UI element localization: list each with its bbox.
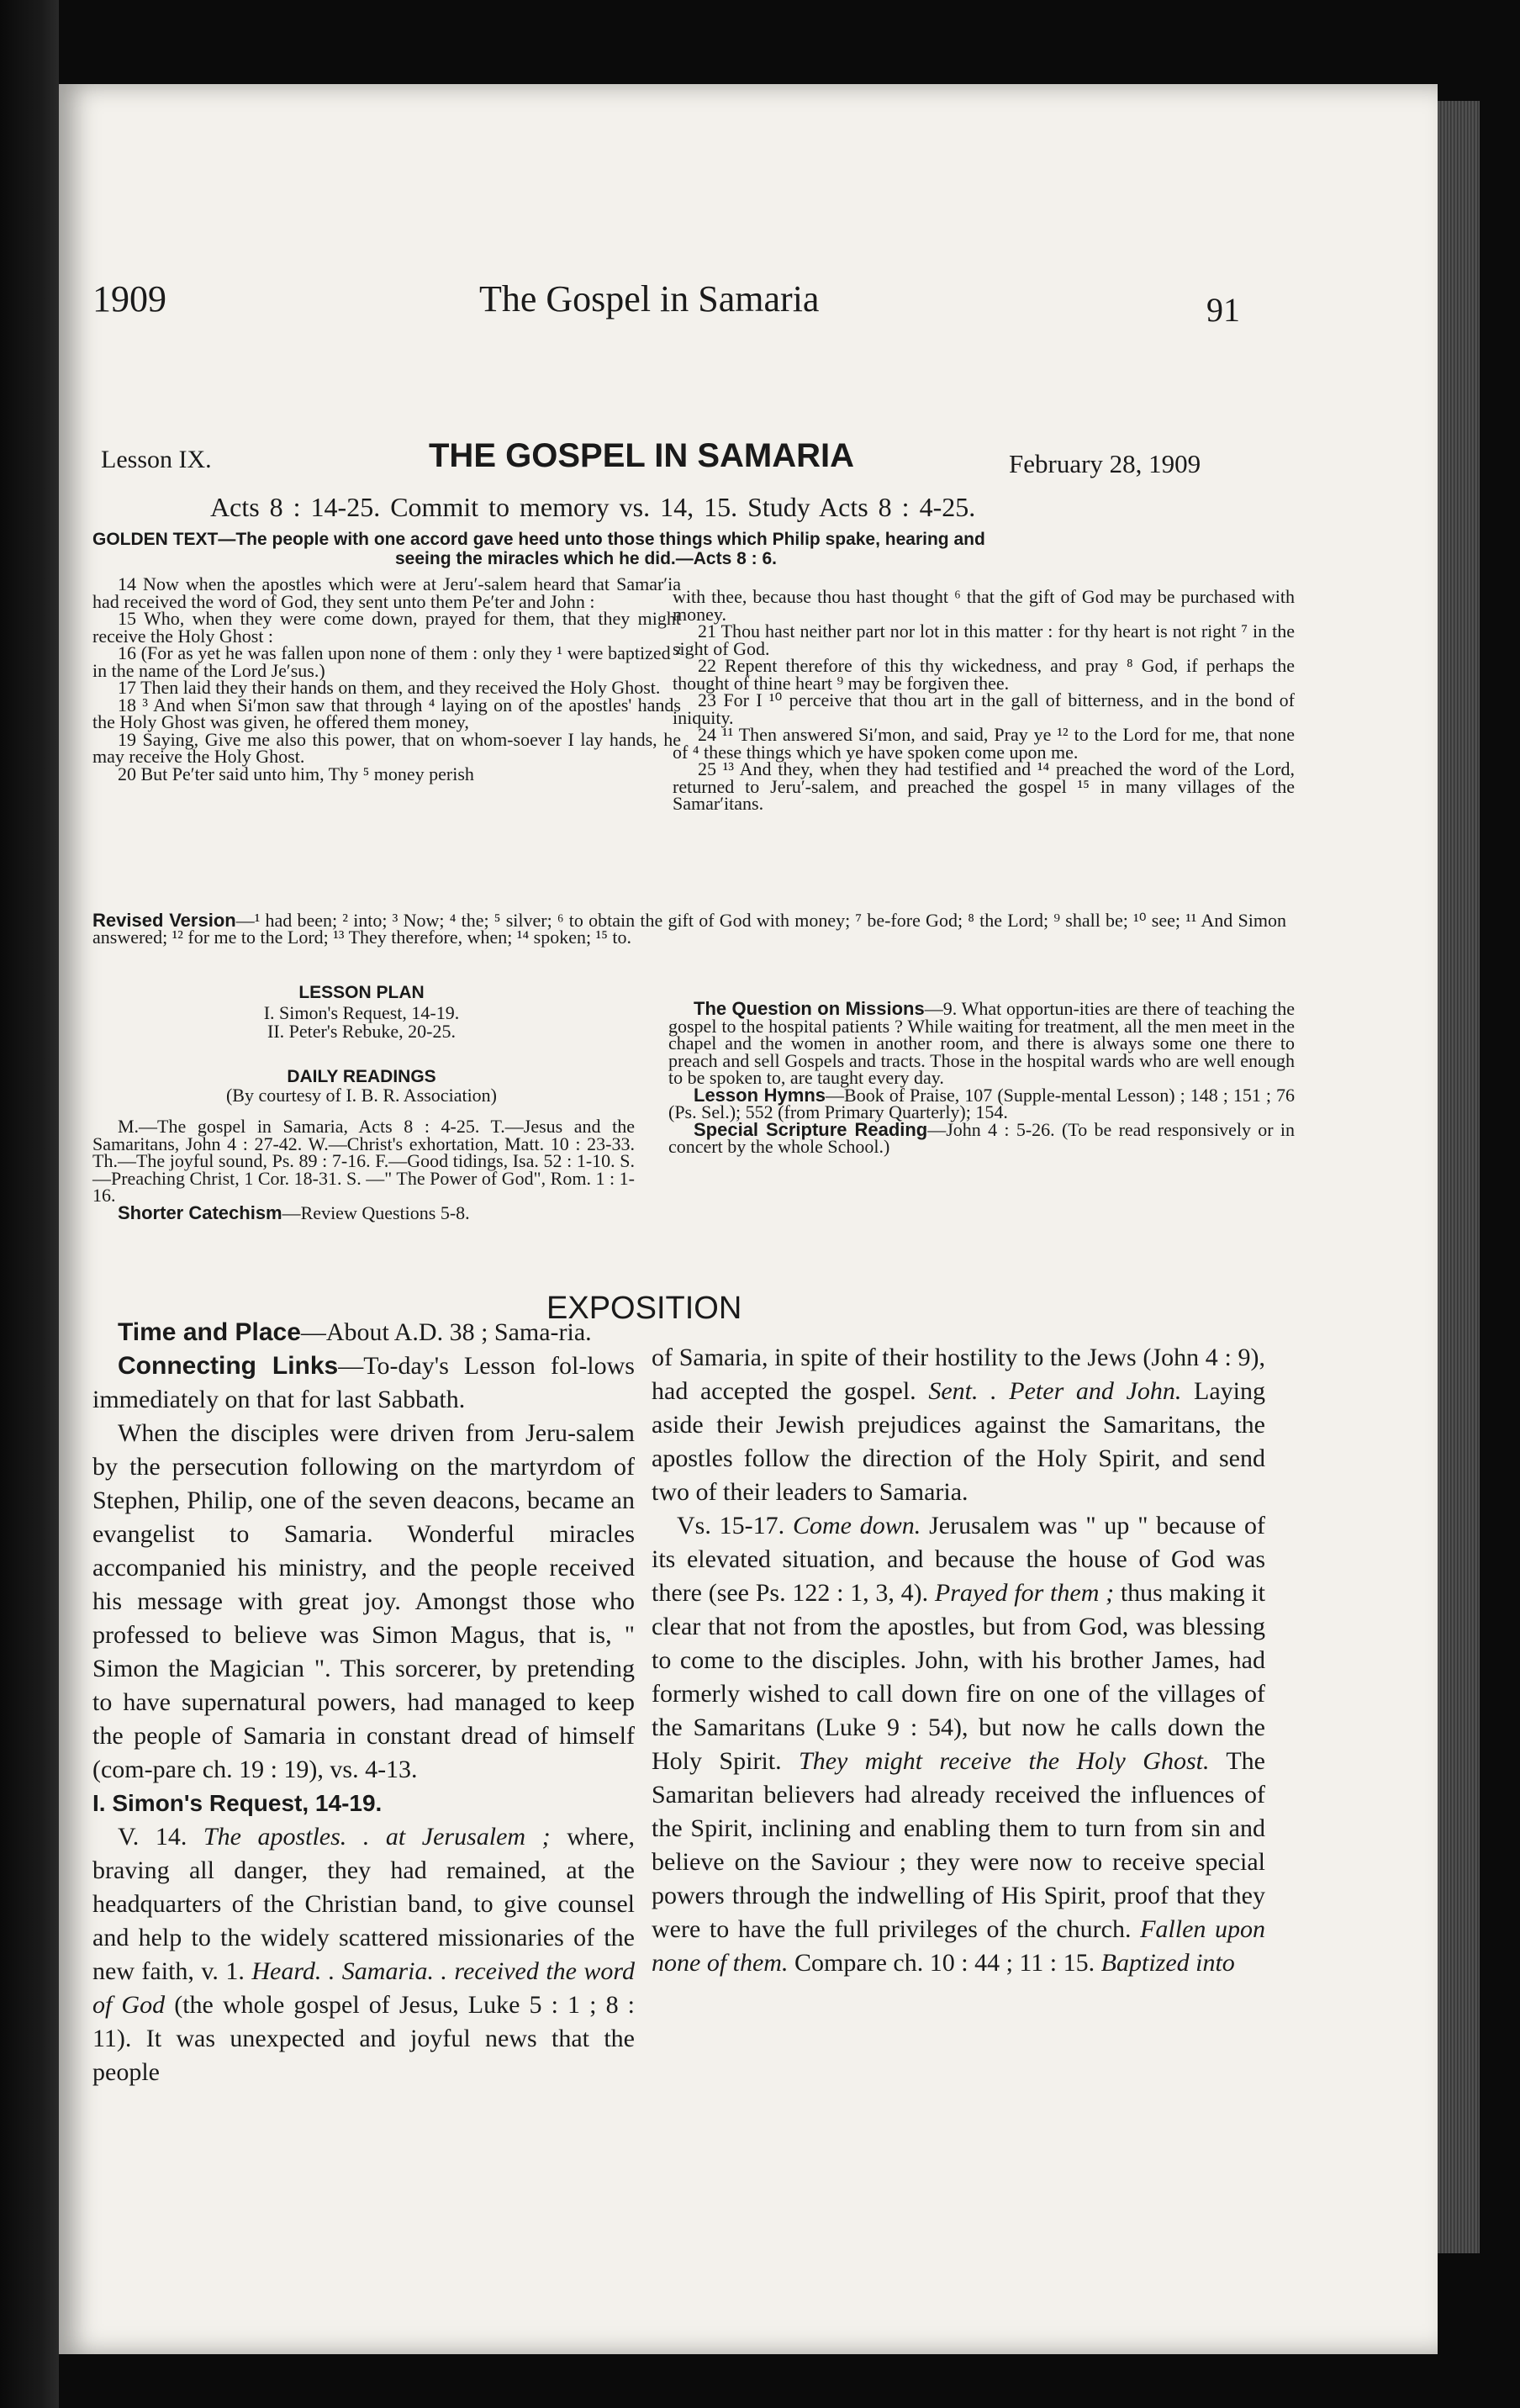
commentary-text: The Samaritan believers had already received the influences of the Spirit, inclining and enabling them to turn from sin and believe on the Saviour ; they were now to receive special powers through the indwelling of His Spirit, proof that they were to have the full privileges of the church. <box>652 1747 1265 1943</box>
daily-readings-body <box>92 1118 635 1222</box>
verse-ref: Vs. 15-17. <box>677 1512 793 1539</box>
exposition-paragraph: When the disciples were driven from Jeru-salem by the persecution following on the martyrdom of Stephen, Philip, one of the seven deacons, became an evangelist to Samaria. Wonderful miracles accompanied his ministry, and the people received his message with great joy. Amongst those who professed to believe was Simon Magus, that is, " Simon the Magician ". This sorcerer, by pretending to have supernatural powers, had managed to keep the people of Samaria in constant dread of himself (com-pare ch. 19 : 19), vs. 4-13. <box>92 1419 635 1783</box>
daily-readings-header <box>92 1068 631 1105</box>
quoted-phrase: Baptized into <box>1100 1949 1235 1977</box>
lesson-number: Lesson IX. <box>101 446 212 473</box>
verse: 20 But Pe′ter said unto him, Thy ⁵ money perish <box>118 763 474 784</box>
verse: 15 Who, when they were come down, prayed for them, that they might receive the Holy Ghost : <box>92 608 681 647</box>
verse: 17 Then laid they their hands on them, and they received the Holy Ghost. <box>118 677 661 698</box>
quoted-phrase: Fallen upon none of them. <box>652 1915 1266 1977</box>
verse: 22 Repent therefore of this thy wickedness, and pray ⁸ God, if perhaps the thought of thine heart ⁹ may be forgiven thee. <box>673 655 1295 694</box>
missions-label: The Question on Missions <box>694 998 925 1019</box>
quoted-phrase: Come down. <box>792 1512 921 1539</box>
verse: 18 ³ And when Si′mon saw that through ⁴ laying on of the apostles' hands the Holy Ghost was given, he offered them money, <box>92 694 681 732</box>
verse: 19 Saying, Give me also this power, that on whom-soever I lay hands, he may receive the Holy Ghost. <box>92 728 681 767</box>
lesson-plan-heading: LESSON PLAN <box>298 983 425 1002</box>
commentary-text: where, braving all danger, they had remained, at the headquarters of the Christian band, to give counsel and help to the widely scattered missionaries of the new faith, v. 1. <box>92 1823 635 1985</box>
golden-text-line-2: seeing the miracles which he did.—Acts 8 : 6. <box>395 549 777 568</box>
revised-version-notes <box>92 912 1286 946</box>
verse: 16 (For as yet he was fallen upon none of them : only they ¹ were baptized ² in the name of the Lord Je′sus.) <box>92 642 681 681</box>
lesson-plan-item: II. Peter's Rebuke, 20-25. <box>267 1021 456 1042</box>
commentary-text: (the whole gospel of Jesus, Luke 5 : 1 ; 8 : 11). It was unexpected and joyful news that the people <box>92 1991 636 2086</box>
connecting-links-text: —To-day's Lesson fol-lows immediately on that for last Sabbath. <box>92 1352 635 1413</box>
scan-left-margin <box>0 0 59 2408</box>
hymns-label: Lesson Hymns <box>694 1084 826 1106</box>
verse: 21 Thou hast neither part nor lot in this matter : for thy heart is not right ⁷ in the sight of God. <box>673 620 1295 659</box>
revised-version-label: Revised Version <box>92 910 236 931</box>
missions-block <box>668 998 1296 1157</box>
exposition-heading: EXPOSITION <box>546 1291 742 1326</box>
lesson-title: THE GOSPEL IN SAMARIA <box>429 437 854 474</box>
quoted-phrase: Sent. . Peter and John. <box>928 1377 1182 1405</box>
running-head-title: The Gospel in Samaria <box>479 278 820 319</box>
running-head-year: 1909 <box>92 278 166 319</box>
time-place-label: Time and Place <box>118 1318 301 1346</box>
commentary-text: Laying aside their Jewish prejudices against the Samaritans, the apostles follow the direction of the Holy Spirit, and send two of their leaders to Samaria. <box>652 1377 1266 1506</box>
page-number: 91 <box>1206 291 1240 329</box>
exposition-right-column <box>652 1341 1265 1980</box>
verse-ref: V. 14. <box>118 1823 203 1851</box>
acts-reference-line: Acts 8 : 14-25. Commit to memory vs. 14, 15. Study Acts 8 : 4-25. <box>210 492 976 522</box>
verse: 24 ¹¹ Then answered Si′mon, and said, Pray ye ¹² to the Lord for me, that none of ⁴ these things which ye have spoken come upon me. <box>673 724 1295 763</box>
daily-readings-courtesy: (By courtesy of I. B. R. Association) <box>225 1085 498 1106</box>
revised-version-text: —¹ had been; ² into; ³ Now; ⁴ the; ⁵ silver; ⁶ to obtain the gift of God with money; ⁷ be-fore God; ⁸ the Lord; ⁹ shall be; ¹⁰ see; ¹¹ And Simon answered; ¹² for me to the Lord; ¹³ They therefore, when; ¹⁴ spoken; ¹⁵ to. <box>92 910 1286 948</box>
quoted-phrase: They might receive the Holy Ghost. <box>799 1747 1210 1775</box>
commentary-text: of Samaria, in spite of their hostility to the Jews (John 4 : 9), had accepted the gospel. <box>652 1344 1265 1405</box>
special-reading-text: —John 4 : 5-26. (To be read responsively or in concert by the whole School.) <box>668 1118 1295 1157</box>
daily-readings-text: M.—The gospel in Samaria, Acts 8 : 4-25. T.—Jesus and the Samaritans, John 4 : 27-42. W.—Christ's exhortation, Matt. 10 : 23-33. Th.—The joyful sound, Ps. 89 : 7-16. F.—Good tidings, Isa. 52 : 1-10. S.—Preaching Christ, 1 Cor. 18-31. S. —" The Power of God", Rom. 1 : 1-16. <box>92 1116 635 1206</box>
exposition-left-column <box>92 1316 635 2089</box>
time-place-text: —About A.D. 38 ; Sama-ria. <box>300 1318 592 1346</box>
hymns-text: —Book of Praise, 107 (Supple-mental Lesson) ; 148 ; 151 ; 76 (Ps. Sel.); 552 (from Primary Quarterly); 154. <box>668 1084 1296 1122</box>
quoted-phrase: Prayed for them ; <box>934 1579 1115 1607</box>
lesson-plan <box>92 984 631 1041</box>
daily-readings-heading: DAILY READINGS <box>287 1067 436 1086</box>
missions-text: —9. What opportun-ities are there of teaching the gospel to the hospital patients ? While waiting for treatment, all the men meet in the chapel and the women in another room, and there is always some one there to preach and sell Gospels and tracts. Those in the hospital wards who are well enough to be spoken to, are taught every day. <box>668 998 1296 1088</box>
verse: 25 ¹³ And they, when they had testified and ¹⁴ preached the word of the Lord, returned to Jeru′-salem, and preached the gospel ¹⁵ in many villages of the Samar′itans. <box>673 758 1295 814</box>
commentary-text: Jerusalem was " up " because of its elevated situation, and because the house of God was there (see Ps. 122 : 1, 3, 4). <box>652 1512 1265 1607</box>
connecting-links-label: Connecting Links <box>118 1352 339 1380</box>
golden-text-line-1: GOLDEN TEXT—The people with one accord gave heed unto those things which Philip spake, hearing and <box>92 530 985 549</box>
verse: 14 Now when the apostles which were at Jeru′-salem heard that Samar′ia had received the word of God, they sent unto them Pe′ter and John : <box>92 573 681 612</box>
quoted-phrase: Heard. . Samaria. . received the word of God <box>92 1957 635 2019</box>
scripture-left-column <box>92 573 681 784</box>
catechism-label: Shorter Catechism <box>118 1201 282 1223</box>
book-page <box>59 84 1438 2354</box>
golden-text <box>92 530 1278 568</box>
section-heading: I. Simon's Request, 14-19. <box>92 1790 383 1816</box>
lesson-date: February 28, 1909 <box>1009 449 1201 478</box>
commentary-text: Compare ch. 10 : 44 ; 11 : 15. <box>788 1949 1101 1977</box>
verse: 23 For I ¹⁰ perceive that thou art in the gall of bitterness, and in the bond of iniquity. <box>673 689 1295 728</box>
special-reading-label: Special Scripture Reading <box>694 1118 928 1140</box>
lesson-plan-item: I. Simon's Request, 14-19. <box>263 1002 460 1023</box>
quoted-phrase: The apostles. . at Jerusalem ; <box>203 1823 551 1851</box>
commentary-text: thus making it clear that not from the apostles, but from God, was blessing to come to the disciples. John, with his brother James, had formerly wished to call down fire on one of the villages of the Samaritans (Luke 9 : 54), but now he calls down the Holy Spirit. <box>652 1579 1265 1775</box>
page-edge-stack <box>1438 101 1480 2253</box>
verse: with thee, because thou hast thought ⁶ that the gift of God may be purchased with money. <box>673 586 1295 625</box>
catechism-text: —Review Questions 5-8. <box>282 1201 470 1223</box>
scripture-right-column <box>673 586 1295 814</box>
